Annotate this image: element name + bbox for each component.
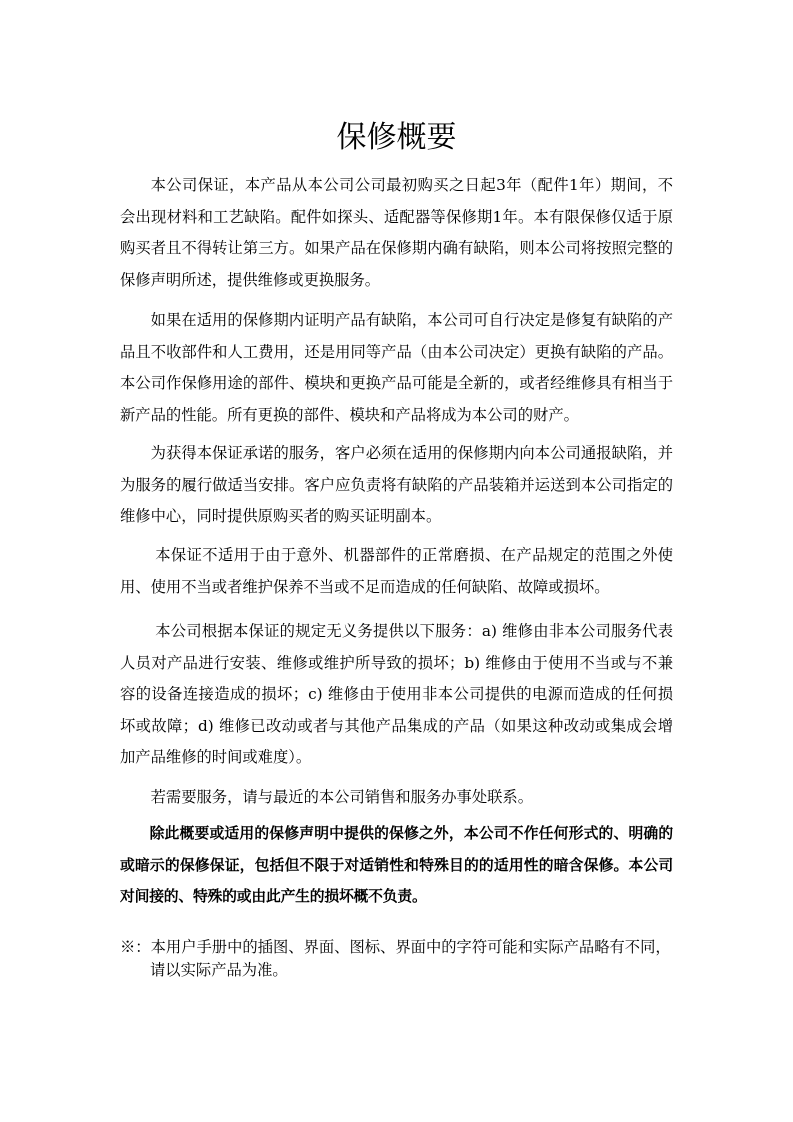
footnote: ※：本用户手册中的插图、界面、图标、界面中的字符可能和实际产品略有不同，请以实际产品为准。: [120, 938, 671, 979]
paragraph-contact: 若需要服务，请与最近的本公司销售和服务办事处联系。: [150, 788, 534, 806]
page-title: 保修概要: [336, 120, 457, 155]
paragraph-repair-replace: 如果在适用的保修期内证明产品有缺陷，本公司可自行决定是修复有缺陷的产品且不收部件和人工费用，还是用同等产品（由本公司决定）更换有缺陷的产品。本公司作保修用途的部件、模块和更换产品可能是全新的，或者经维修具有相当于新产品的性能。所有更换的部件、模块和产品将成为本公司的财产。: [120, 311, 673, 424]
paragraph-no-obligation: 本公司根据本保证的规定无义务提供以下服务：a) 维修由非本公司服务代表人员对产品进行安装、维修或维护所导致的损坏；b) 维修由于使用不当或与不兼容的设备连接造成的损坏；c) 维修由于使用非本公司提供的电源而造成的任何损坏或故障；d) 维修已改动或者与其他产品集成的产品（如果这种改动或集成会增加产品维修的时间或难度）。: [120, 622, 673, 766]
paragraph-warranty-period: 本公司保证，本产品从本公司公司最初购买之日起3年（配件1年）期间，不会出现材料和工艺缺陷。配件如探头、适配器等保修期1年。本有限保修仅适于原购买者且不得转让第三方。如果产品在保修期内确有缺陷，则本公司将按照完整的保修声明所述，提供维修或更换服务。: [120, 176, 673, 289]
paragraph-exclusions: 本保证不适用于由于意外、机器部件的正常磨损、在产品规定的范围之外使用、使用不当或者维护保养不当或不足而造成的任何缺陷、故障或损坏。: [120, 546, 673, 596]
paragraph-service-procedure: 为获得本保证承诺的服务，客户必须在适用的保修期内向本公司通报缺陷，并为服务的履行做适当安排。客户应负责将有缺陷的产品装箱并运送到本公司指定的维修中心，同时提供原购买者的购买证明副本。: [120, 444, 673, 525]
paragraph-disclaimer: 除此概要或适用的保修声明中提供的保修之外，本公司不作任何形式的、明确的或暗示的保修保证，包括但不限于对适销性和特殊目的的适用性的暗含保修。本公司对间接的、特殊的或由此产生的损坏概不负责。: [120, 825, 673, 905]
